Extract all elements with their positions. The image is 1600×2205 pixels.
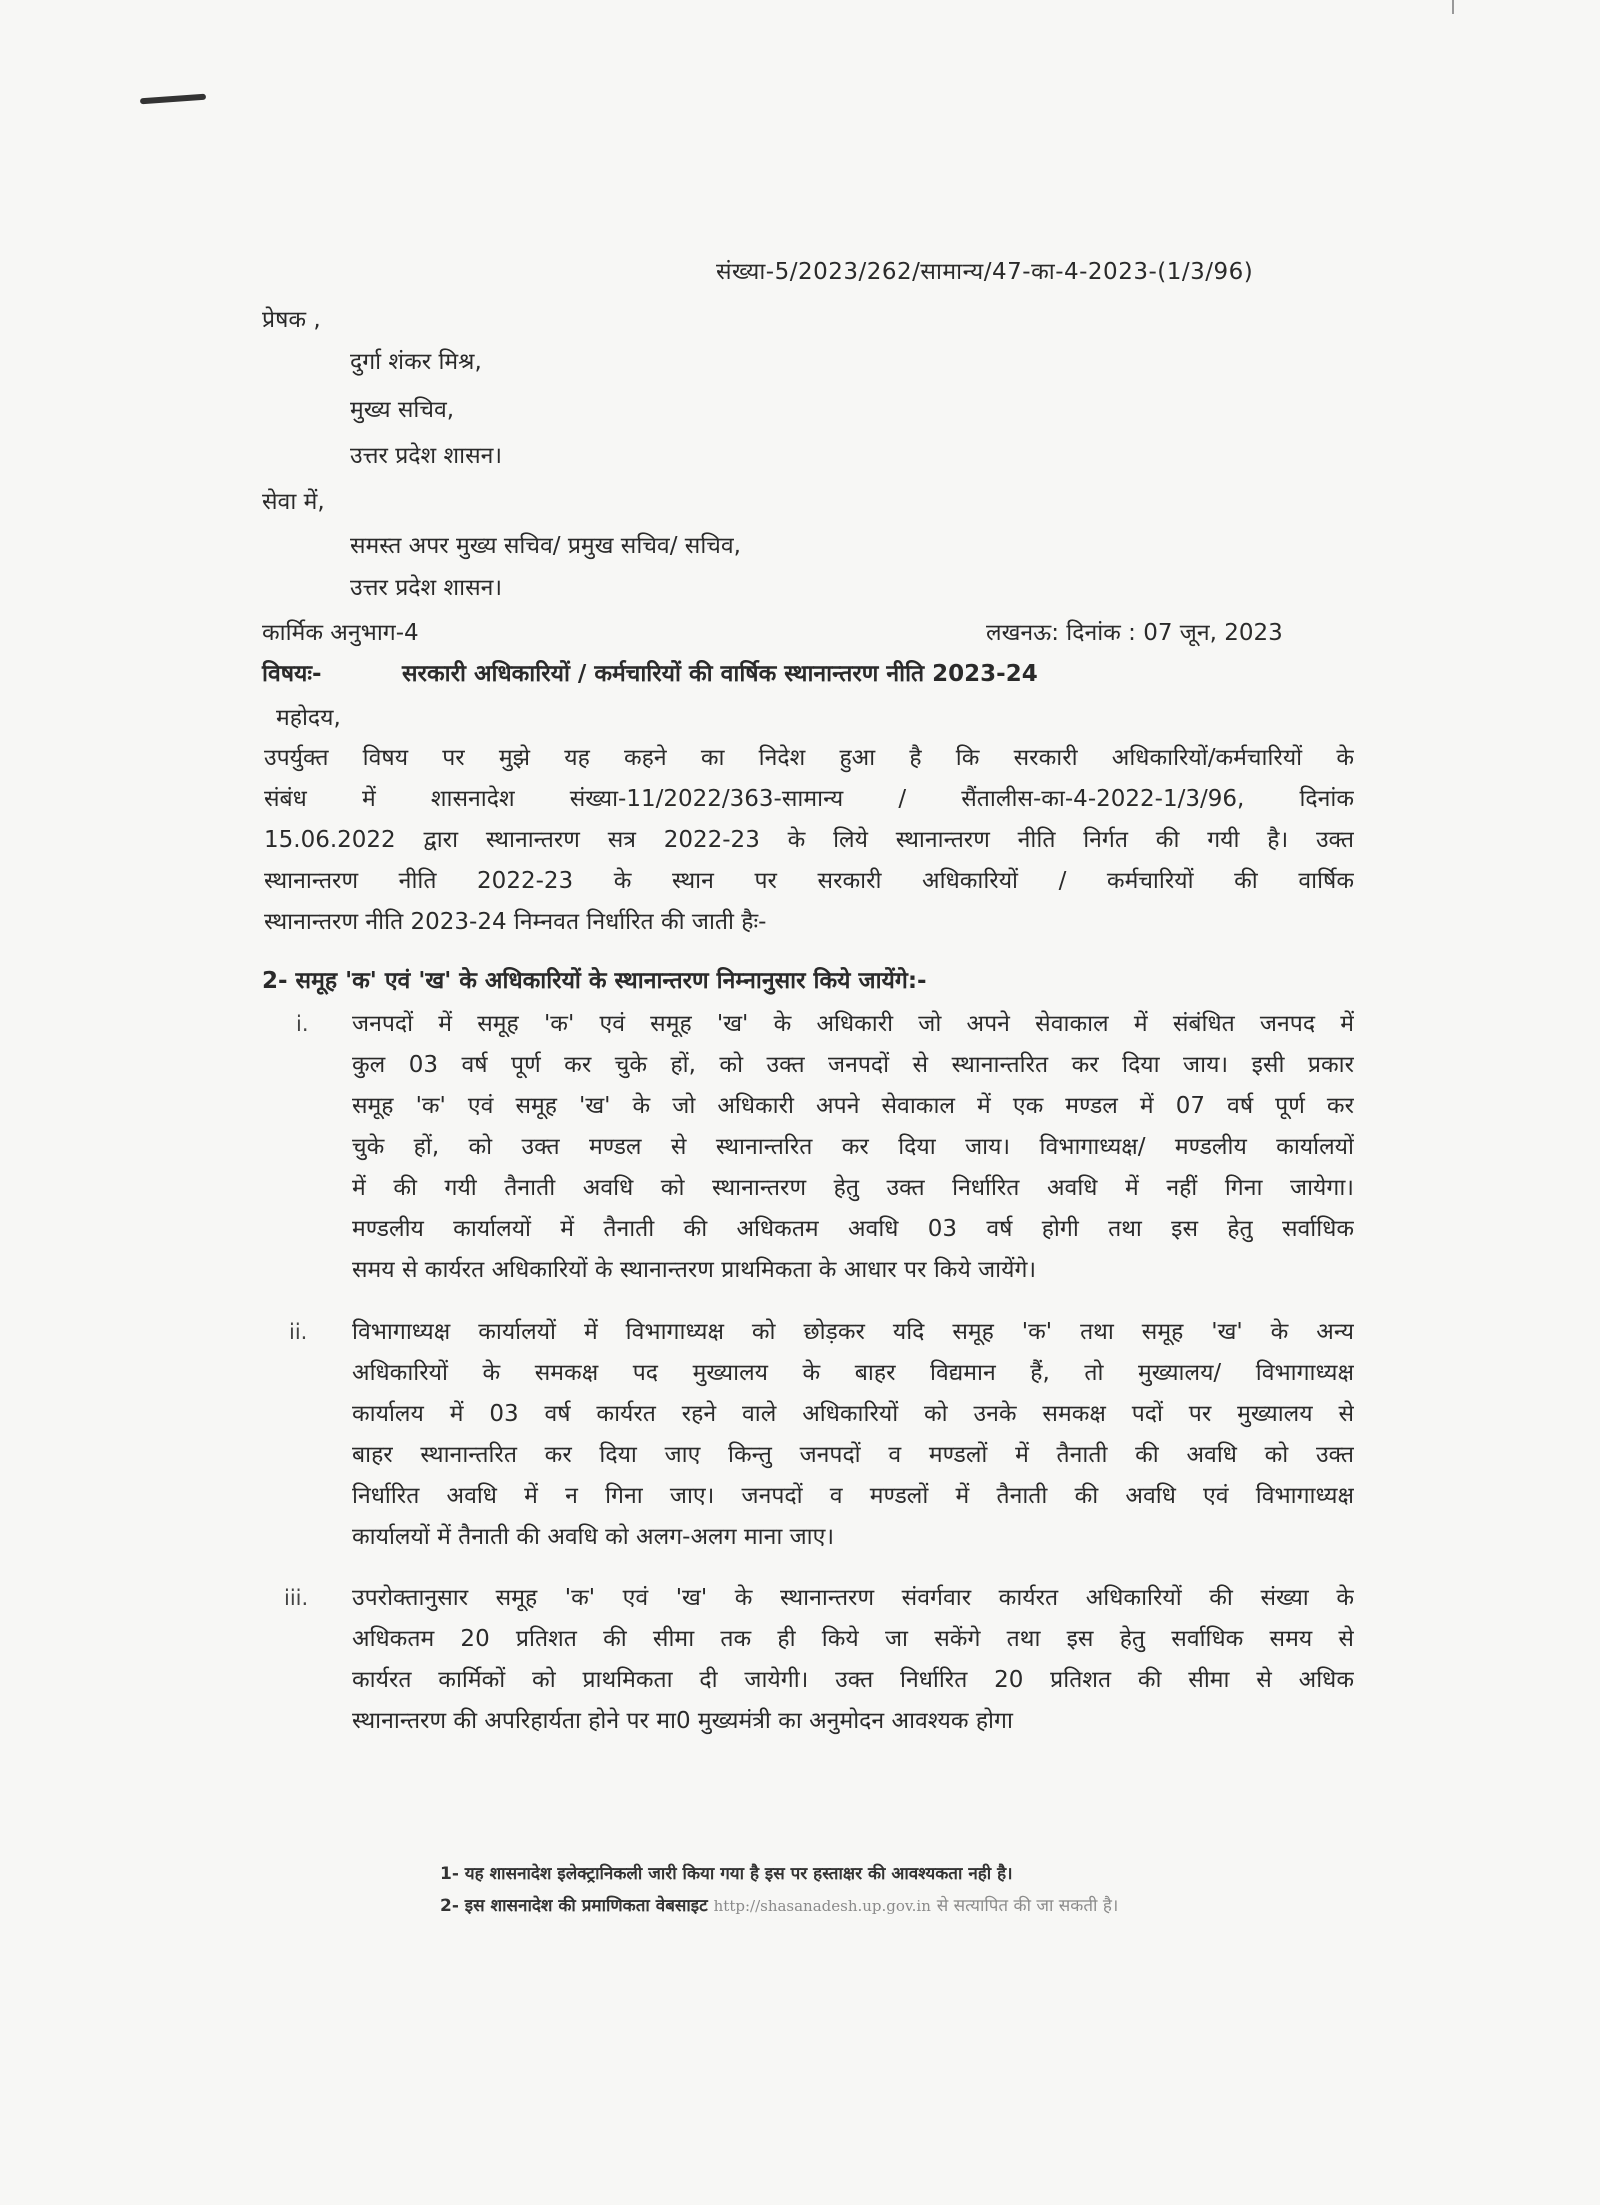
footer-note-2-prefix: 2- इस शासनादेश की प्रमाणिकता वेबसाइट [440,1896,708,1916]
item-line: कुल 03 वर्ष पूर्ण कर चुके हों, को उक्त जनपदों से स्थानान्तरित कर दिया जाय। इसी प्रकार [352,1052,1354,1078]
reference-number: संख्या-5/2023/262/सामान्य/47-का-4-2023-(1/3/96) [716,259,1254,285]
scan-corner-mark [1452,0,1454,14]
footer-note-1: 1- यह शासनादेश इलेक्ट्रानिकली जारी किया गया है इस पर हस्ताक्षर की आवश्यकता नही है। [440,1864,1013,1884]
item-line: जनपदों में समूह 'क' एवं समूह 'ख' के अधिकारी जो अपने सेवाकाल में संबंधित जनपद में [352,1011,1354,1037]
item-number: iii. [284,1586,309,1610]
intro-line: 15.06.2022 द्वारा स्थानान्तरण सत्र 2022-23 के लिये स्थानान्तरण नीति निर्गत की गयी है। उक्त [264,827,1354,853]
point-2-heading: 2- समूह 'क' एवं 'ख' के अधिकारियों के स्थानान्तरण निम्नानुसार किये जायेंगे:- [262,968,927,994]
item-number: i. [296,1012,309,1036]
sender-office: उत्तर प्रदेश शासन। [350,443,503,469]
subject-label: विषयः- [262,661,322,687]
item-line: अधिकतम 20 प्रतिशत की सीमा तक ही किये जा सकेंगे तथा इस हेतु सर्वाधिक समय से [352,1626,1354,1652]
section-name: कार्मिक अनुभाग-4 [262,620,419,646]
item-line: चुके हों, को उक्त मण्डल से स्थानान्तरित कर दिया जाय। विभागाध्यक्ष/ मण्डलीय कार्यालयों [352,1134,1354,1160]
intro-line: संबंध में शासनादेश संख्या-11/2022/363-सामान्य / सैंतालीस-का-4-2022-1/3/96, दिनांक [264,786,1354,812]
item-line: कार्यरत कार्मिकों को प्राथमिकता दी जायेगी। उक्त निर्धारित 20 प्रतिशत की सीमा से अधिक [352,1667,1354,1693]
item-line: उपरोक्तानुसार समूह 'क' एवं 'ख' के स्थानान्तरण संवर्गवार कार्यरत अधिकारियों की संख्या के [352,1585,1354,1611]
item-line: कार्यालयों में तैनाती की अवधि को अलग-अलग माना जाए। [352,1524,835,1550]
list-item [352,1578,1354,1742]
sender-label: प्रेषक , [262,307,321,333]
salutation: महोदय, [276,705,341,731]
item-line: निर्धारित अवधि में न गिना जाए। जनपदों व मण्डलों में तैनाती की अवधि एवं विभागाध्यक्ष [352,1483,1354,1509]
footer-note-2-suffix: से सत्यापित की जा सकती है। [936,1896,1119,1916]
item-line: में की गयी तैनाती अवधि को स्थानान्तरण हेतु उक्त निर्धारित अवधि में नहीं गिना जायेगा। [352,1175,1354,1201]
list-item [352,1312,1354,1558]
intro-line: स्थानान्तरण नीति 2023-24 निम्नवत निर्धारित की जाती हैः- [264,909,767,935]
verification-url-link[interactable]: http://shasanadesh.up.gov.in [713,1897,931,1915]
item-line: कार्यालय में 03 वर्ष कार्यरत रहने वाले अधिकारियों को उनके समकक्ष पदों पर मुख्यालय से [352,1401,1354,1427]
recipient-label: सेवा में, [262,489,325,515]
recipient-line-2: उत्तर प्रदेश शासन। [350,575,503,601]
sender-designation: मुख्य सचिव, [350,397,455,423]
intro-paragraph [264,738,1354,943]
item-line: समूह 'क' एवं समूह 'ख' के जो अधिकारी अपने सेवाकाल में एक मण्डल में 07 वर्ष पूर्ण कर [352,1093,1354,1119]
item-line: अधिकारियों के समकक्ष पद मुख्यालय के बाहर विद्यमान हैं, तो मुख्यालय/ विभागाध्यक्ष [352,1360,1354,1386]
footer-note-2 [440,1894,1118,1918]
item-line: स्थानान्तरण की अपरिहार्यता होने पर मा0 मुख्यमंत्री का अनुमोदन आवश्यक होगा [352,1708,1013,1734]
sender-name: दुर्गा शंकर मिश्र, [350,349,482,375]
recipient-line-1: समस्त अपर मुख्य सचिव/ प्रमुख सचिव/ सचिव, [350,533,741,559]
place-date: लखनऊ: दिनांक : 07 जून, 2023 [986,620,1283,646]
scan-pen-mark [140,94,206,105]
intro-line: उपर्युक्त विषय पर मुझे यह कहने का निदेश हुआ है कि सरकारी अधिकारियों/कर्मचारियों के [264,745,1354,771]
item-line: विभागाध्यक्ष कार्यालयों में विभागाध्यक्ष को छोड़कर यदि समूह 'क' तथा समूह 'ख' के अन्य [352,1319,1354,1345]
intro-line: स्थानान्तरण नीति 2022-23 के स्थान पर सरकारी अधिकारियों / कर्मचारियों की वार्षिक [264,868,1354,894]
list-item [352,1004,1354,1291]
subject-text: सरकारी अधिकारियों / कर्मचारियों की वार्षिक स्थानान्तरण नीति 2023-24 [402,661,1038,687]
item-line: मण्डलीय कार्यालयों में तैनाती की अधिकतम अवधि 03 वर्ष होगी तथा इस हेतु सर्वाधिक [352,1216,1354,1242]
item-number: ii. [289,1320,308,1344]
item-line: बाहर स्थानान्तरित कर दिया जाए किन्तु जनपदों व मण्डलों में तैनाती की अवधि को उक्त [352,1442,1354,1468]
item-line: समय से कार्यरत अधिकारियों के स्थानान्तरण प्राथमिकता के आधार पर किये जायेंगे। [352,1257,1037,1283]
